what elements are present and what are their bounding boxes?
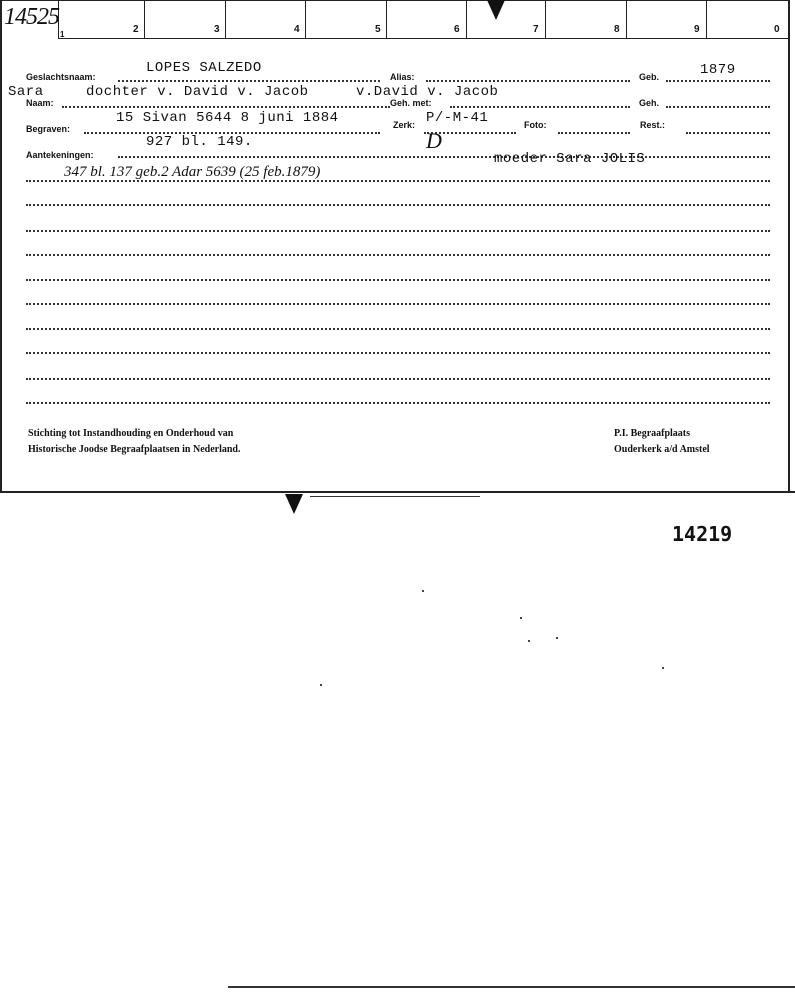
column-divider <box>706 0 707 38</box>
begraven-label: Begraven: <box>26 124 71 134</box>
dotted-line <box>686 132 770 134</box>
column-number: 7 <box>533 24 539 35</box>
dotted-line <box>118 80 380 82</box>
card-bottom-border <box>0 491 795 493</box>
geslachtsnaam-label: Geslachtsnaam: <box>26 72 96 82</box>
column-divider <box>305 0 306 38</box>
column-divider <box>225 0 226 38</box>
dotted-line <box>26 254 770 256</box>
dotted-line <box>26 378 770 380</box>
serial-number: 14219 <box>672 522 733 546</box>
card-top-border <box>0 0 790 1</box>
naam-first-name: Sara <box>8 84 44 100</box>
column-number: 6 <box>454 24 460 35</box>
footer-organization <box>28 426 241 458</box>
scan-speck <box>556 637 558 639</box>
aantekeningen-handwritten-mark: D <box>426 128 442 153</box>
footer-cemetery-line1: P.I. Begraafplaats <box>614 428 691 439</box>
card-left-border <box>0 0 2 493</box>
dotted-line <box>26 303 770 305</box>
dotted-line <box>26 328 770 330</box>
aantekeningen-mother: moeder Sara JOLIS <box>494 151 646 167</box>
scan-bottom-edge <box>228 986 795 988</box>
column-number: 3 <box>214 24 220 35</box>
column-number-1: 1 <box>60 30 65 39</box>
aantekeningen-line1: 927 bl. 149. <box>146 134 253 150</box>
geslachtsnaam-value: LOPES SALZEDO <box>146 60 262 76</box>
aantekeningen-line2: 347 bl. 137 geb.2 Adar 5639 (25 feb.1879) <box>64 164 321 180</box>
geh-label: Geh. <box>639 98 660 108</box>
dotted-line <box>666 80 770 82</box>
dotted-line <box>62 106 390 108</box>
begraven-value: 15 Sivan 5644 8 juni 1884 <box>116 110 339 126</box>
naam-label: Naam: <box>26 98 54 108</box>
column-divider <box>545 0 546 38</box>
column-number: 0 <box>774 24 780 35</box>
dotted-line <box>118 156 770 158</box>
geh-met-value: v.David v. Jacob <box>356 84 499 100</box>
footer-org-line2: Historische Joodse Begraafplaatsen in Nederland. <box>28 444 241 455</box>
index-marker-icon <box>285 494 303 514</box>
index-marker-icon <box>487 0 505 20</box>
column-number: 4 <box>294 24 300 35</box>
header-rule <box>58 38 788 39</box>
alias-label: Alias: <box>390 72 415 82</box>
record-card <box>0 0 795 493</box>
foto-label: Foto: <box>524 120 547 130</box>
dotted-line <box>26 279 770 281</box>
rest-label: Rest.: <box>640 120 666 130</box>
column-divider <box>466 0 467 38</box>
aantekeningen-label: Aantekeningen: <box>26 150 94 160</box>
footer-cemetery <box>614 426 710 458</box>
zerk-value: P/-M-41 <box>426 110 489 126</box>
dotted-line <box>666 106 770 108</box>
scan-speck <box>520 617 522 619</box>
scan-artifact-line <box>310 496 480 497</box>
geb-label: Geb. <box>639 72 660 82</box>
geb-value: 1879 <box>700 62 736 78</box>
card-right-border <box>788 0 790 493</box>
column-number: 9 <box>694 24 700 35</box>
dotted-line <box>426 80 630 82</box>
geh-met-label: Geh. met: <box>390 98 432 108</box>
dotted-line <box>26 402 770 404</box>
dotted-line <box>26 352 770 354</box>
column-number: 2 <box>133 24 139 35</box>
column-divider <box>144 0 145 38</box>
handwritten-card-id: 14525 <box>4 4 59 30</box>
dotted-line <box>26 204 770 206</box>
zerk-label: Zerk: <box>393 120 416 130</box>
column-number: 5 <box>375 24 381 35</box>
dotted-line <box>26 230 770 232</box>
scan-speck <box>422 590 424 592</box>
dotted-line <box>558 132 630 134</box>
dotted-line <box>450 106 630 108</box>
scan-speck <box>662 667 664 669</box>
scan-speck <box>320 684 322 686</box>
column-number: 8 <box>614 24 620 35</box>
scan-speck <box>528 640 530 642</box>
column-divider <box>626 0 627 38</box>
footer-cemetery-line2: Ouderkerk a/d Amstel <box>614 444 710 455</box>
naam-value: dochter v. David v. Jacob <box>86 84 309 100</box>
footer-org-line1: Stichting tot Instandhouding en Onderhoud van <box>28 428 234 439</box>
column-divider <box>386 0 387 38</box>
